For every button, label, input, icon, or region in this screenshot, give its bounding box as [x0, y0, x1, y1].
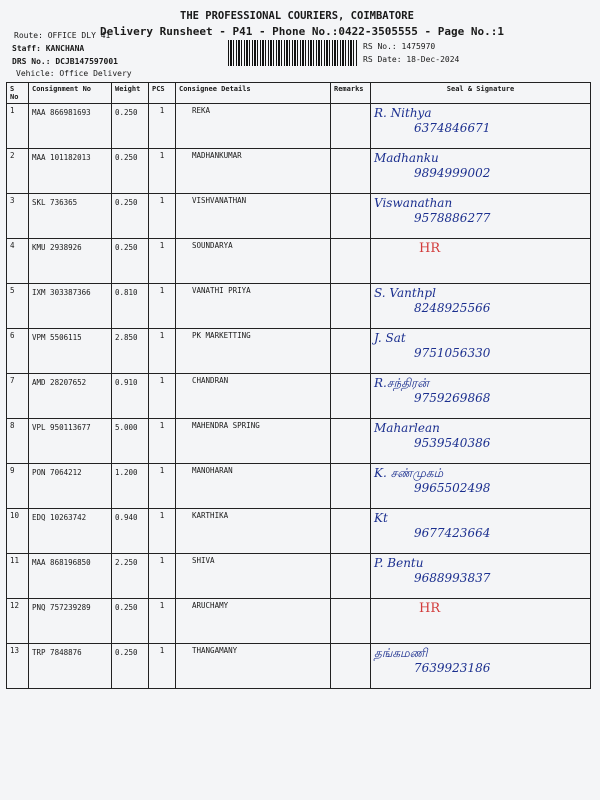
cell-weight: 0.250	[112, 644, 149, 689]
rs-number: RS No.: 1475970	[363, 42, 436, 51]
cell-signature	[371, 644, 591, 689]
cell-weight: 1.200	[112, 464, 149, 509]
runsheet-subtitle: Delivery Runsheet - P41 - Phone No.:0422-3505555 - Page No.:1	[100, 25, 504, 38]
cell-consignee: SOUNDARYA	[176, 239, 331, 284]
cell-consignment-no: MAA 101182013	[29, 149, 112, 194]
cell-weight: 0.910	[112, 374, 149, 419]
signature-name: J. Sat	[374, 331, 406, 345]
cell-remarks	[331, 149, 371, 194]
cell-signature	[371, 239, 591, 284]
cell-remarks	[331, 644, 371, 689]
signature-name: HR	[419, 601, 441, 616]
cell-consignee: SHIVA	[176, 554, 331, 599]
signature-name: Viswanathan	[374, 196, 453, 210]
page-title: THE PROFESSIONAL COURIERS, COIMBATORE	[180, 10, 414, 22]
signature-name: S. Vanthpl	[374, 286, 436, 300]
cell-consignment-no: VPM 5506115	[29, 329, 112, 374]
cell-weight: 2.850	[112, 329, 149, 374]
signature-name: Kt	[374, 511, 388, 525]
table-header-row	[7, 83, 591, 104]
table-row	[7, 329, 591, 374]
cell-consignment-no: IXM 303387366	[29, 284, 112, 329]
table-row	[7, 509, 591, 554]
handwritten-signature	[374, 556, 587, 586]
cell-sno: 10	[7, 509, 29, 554]
cell-signature	[371, 464, 591, 509]
cell-consignee: CHANDRAN	[176, 374, 331, 419]
col-remarks: Remarks	[331, 83, 371, 104]
cell-consignment-no: SKL 736365	[29, 194, 112, 239]
signature-phone: 9578886277	[414, 211, 491, 225]
col-consignee: Consignee Details	[176, 83, 331, 104]
cell-pcs: 1	[149, 149, 176, 194]
vehicle-label: Vehicle: Office Delivery	[16, 69, 132, 78]
table-row	[7, 194, 591, 239]
cell-consignee: MADHANKUMAR	[176, 149, 331, 194]
cell-signature	[371, 419, 591, 464]
cell-remarks	[331, 554, 371, 599]
signature-phone: 9677423664	[414, 526, 491, 540]
cell-remarks	[331, 419, 371, 464]
col-weight: Weight	[112, 83, 149, 104]
cell-pcs: 1	[149, 599, 176, 644]
cell-weight: 0.940	[112, 509, 149, 554]
handwritten-signature	[374, 466, 587, 496]
table-row	[7, 149, 591, 194]
signature-phone: 9751056330	[414, 346, 491, 360]
signature-phone: 6374846671	[414, 121, 491, 135]
signature-name: P. Bentu	[374, 556, 424, 570]
table-row	[7, 104, 591, 149]
signature-phone: 7639923186	[414, 661, 491, 675]
cell-sno: 9	[7, 464, 29, 509]
cell-consignee: REKA	[176, 104, 331, 149]
barcode	[228, 40, 358, 66]
cell-remarks	[331, 509, 371, 554]
cell-pcs: 1	[149, 419, 176, 464]
runsheet-table	[6, 82, 591, 689]
cell-pcs: 1	[149, 644, 176, 689]
cell-consignment-no: PNQ 757239289	[29, 599, 112, 644]
table-row	[7, 644, 591, 689]
cell-sno: 8	[7, 419, 29, 464]
cell-signature	[371, 284, 591, 329]
cell-remarks	[331, 239, 371, 284]
signature-name: HR	[419, 241, 441, 256]
cell-pcs: 1	[149, 374, 176, 419]
route-label: Route: OFFICE DLY 41	[14, 31, 111, 40]
signature-phone: 9759269868	[414, 391, 491, 405]
cell-weight: 0.250	[112, 239, 149, 284]
cell-consignment-no: KMU 2938926	[29, 239, 112, 284]
cell-pcs: 1	[149, 284, 176, 329]
cell-consignee: MANOHARAN	[176, 464, 331, 509]
cell-remarks	[331, 104, 371, 149]
cell-pcs: 1	[149, 509, 176, 554]
cell-sno: 6	[7, 329, 29, 374]
table-body	[7, 104, 591, 689]
handwritten-signature	[374, 601, 587, 616]
col-sno: S No	[7, 83, 29, 104]
handwritten-signature	[374, 511, 587, 541]
signature-name: R.சந்திரன்	[374, 376, 429, 390]
cell-signature	[371, 104, 591, 149]
cell-consignee: THANGAMANY	[176, 644, 331, 689]
signature-name: தங்கமணி	[374, 646, 428, 660]
handwritten-signature	[374, 286, 587, 316]
cell-sno: 12	[7, 599, 29, 644]
cell-consignment-no: VPL 950113677	[29, 419, 112, 464]
cell-consignee: VANATHI PRIYA	[176, 284, 331, 329]
cell-remarks	[331, 464, 371, 509]
table-row	[7, 554, 591, 599]
cell-signature	[371, 554, 591, 599]
cell-remarks	[331, 374, 371, 419]
cell-weight: 2.250	[112, 554, 149, 599]
cell-consignment-no: MAA 868196850	[29, 554, 112, 599]
handwritten-signature	[374, 421, 587, 451]
cell-weight: 0.810	[112, 284, 149, 329]
cell-remarks	[331, 599, 371, 644]
cell-consignment-no: TRP 7848876	[29, 644, 112, 689]
handwritten-signature	[374, 151, 587, 181]
signature-name: R. Nithya	[374, 106, 432, 120]
cell-pcs: 1	[149, 464, 176, 509]
signature-name: K. சண்முகம்	[374, 466, 444, 480]
cell-remarks	[331, 329, 371, 374]
table-row	[7, 419, 591, 464]
table-row	[7, 464, 591, 509]
cell-signature	[371, 599, 591, 644]
cell-consignee: KARTHIKA	[176, 509, 331, 554]
cell-consignment-no: AMD 28207652	[29, 374, 112, 419]
rs-date: RS Date: 18-Dec-2024	[363, 55, 460, 64]
table-row	[7, 374, 591, 419]
cell-sno: 2	[7, 149, 29, 194]
cell-consignment-no: PON 7064212	[29, 464, 112, 509]
cell-signature	[371, 509, 591, 554]
col-pcs: PCS	[149, 83, 176, 104]
col-consignment: Consignment No	[29, 83, 112, 104]
cell-pcs: 1	[149, 329, 176, 374]
cell-consignment-no: MAA 866981693	[29, 104, 112, 149]
cell-sno: 11	[7, 554, 29, 599]
table-row	[7, 239, 591, 284]
cell-signature	[371, 374, 591, 419]
cell-pcs: 1	[149, 554, 176, 599]
drs-number: DRS No.: DCJB147597001	[12, 57, 118, 66]
cell-weight: 0.250	[112, 599, 149, 644]
cell-weight: 0.250	[112, 149, 149, 194]
cell-weight: 0.250	[112, 194, 149, 239]
cell-sno: 4	[7, 239, 29, 284]
cell-consignment-no: EDQ 10263742	[29, 509, 112, 554]
cell-pcs: 1	[149, 194, 176, 239]
cell-weight: 0.250	[112, 104, 149, 149]
signature-name: Madhanku	[374, 151, 439, 165]
cell-pcs: 1	[149, 104, 176, 149]
cell-signature	[371, 194, 591, 239]
cell-consignee: MAHENDRA SPRING	[176, 419, 331, 464]
handwritten-signature	[374, 646, 587, 676]
handwritten-signature	[374, 376, 587, 406]
handwritten-signature	[374, 331, 587, 361]
signature-name: Maharlean	[374, 421, 440, 435]
signature-phone: 9688993837	[414, 571, 491, 585]
cell-sno: 13	[7, 644, 29, 689]
cell-pcs: 1	[149, 239, 176, 284]
table-row	[7, 284, 591, 329]
handwritten-signature	[374, 241, 587, 256]
cell-remarks	[331, 194, 371, 239]
handwritten-signature	[374, 196, 587, 226]
cell-signature	[371, 149, 591, 194]
cell-consignee: PK MARKETTING	[176, 329, 331, 374]
signature-phone: 8248925566	[414, 301, 491, 315]
cell-sno: 5	[7, 284, 29, 329]
cell-sno: 3	[7, 194, 29, 239]
signature-phone: 9965502498	[414, 481, 491, 495]
signature-phone: 9894999002	[414, 166, 491, 180]
handwritten-signature	[374, 106, 587, 136]
cell-consignee: VISHVANATHAN	[176, 194, 331, 239]
table-row	[7, 599, 591, 644]
cell-sno: 1	[7, 104, 29, 149]
staff-label: Staff: KANCHANA	[12, 44, 85, 53]
cell-signature	[371, 329, 591, 374]
cell-remarks	[331, 284, 371, 329]
signature-phone: 9539540386	[414, 436, 491, 450]
cell-weight: 5.000	[112, 419, 149, 464]
cell-consignee: ARUCHAMY	[176, 599, 331, 644]
col-seal-signature: Seal & Signature	[371, 83, 591, 104]
cell-sno: 7	[7, 374, 29, 419]
